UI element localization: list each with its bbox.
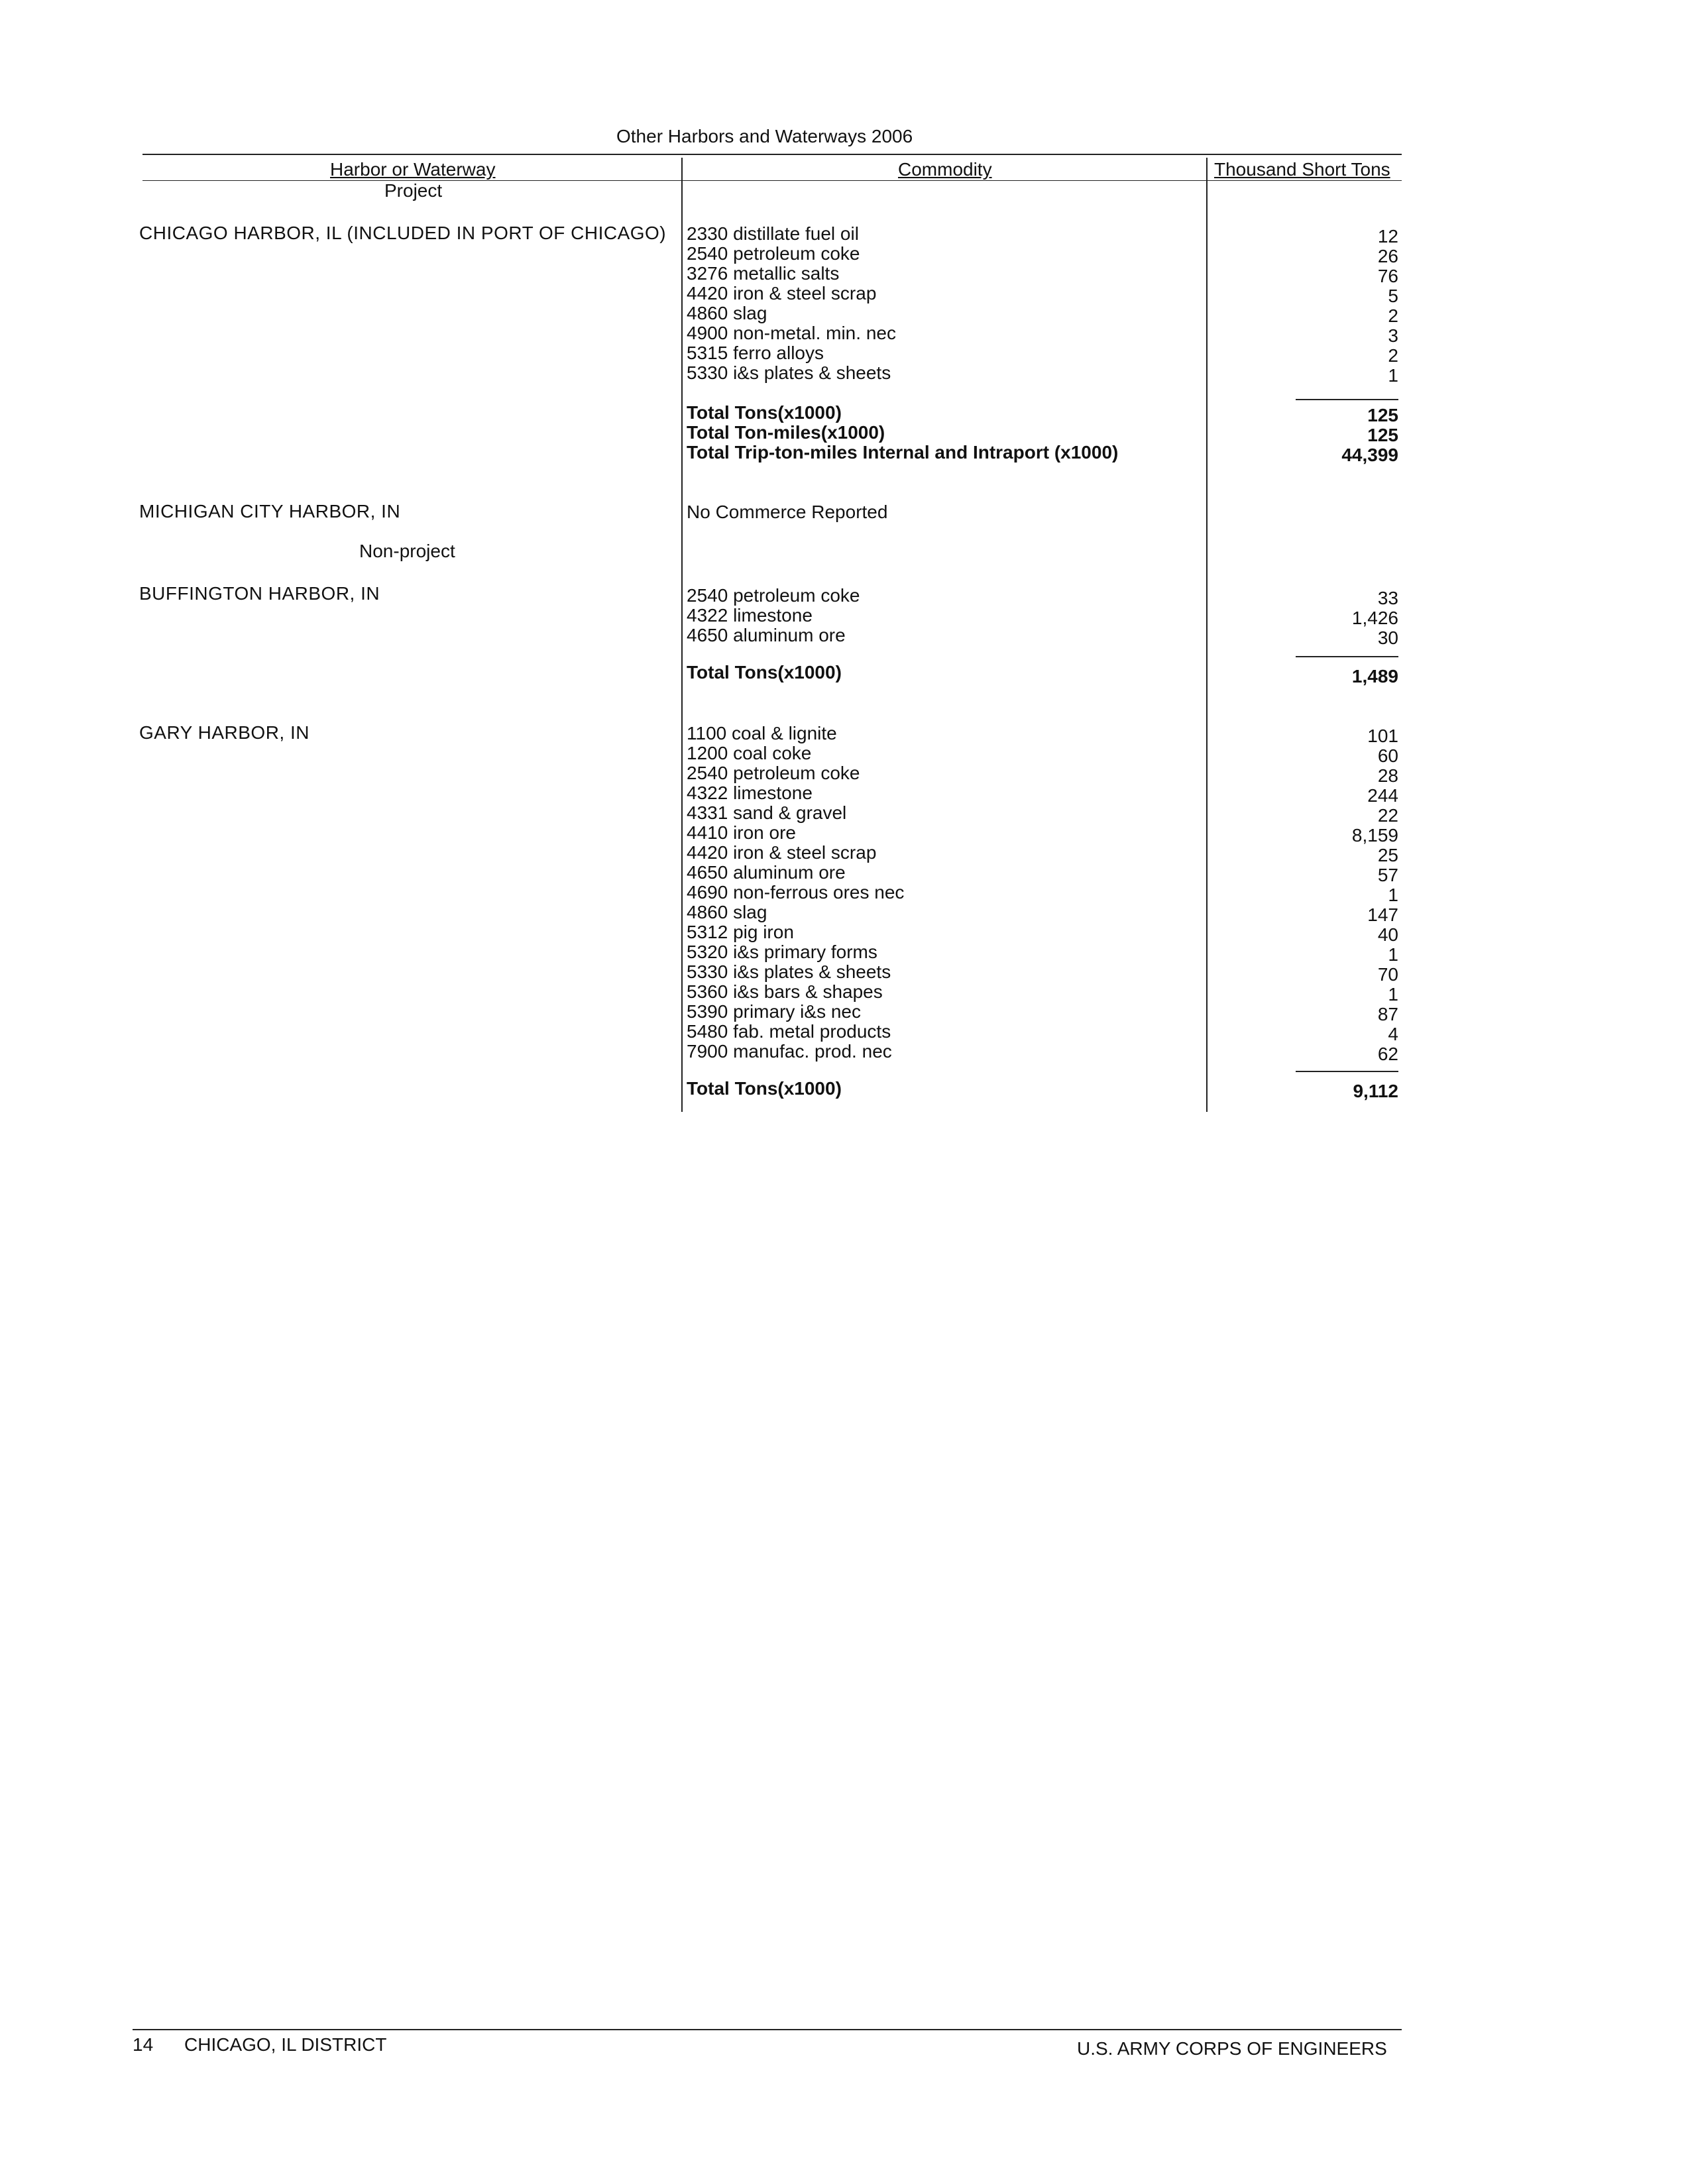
totals-values xyxy=(1259,406,1398,465)
list-value: 33 xyxy=(1377,588,1398,608)
agency-name: U.S. ARMY CORPS OF ENGINEERS xyxy=(1077,2038,1387,2059)
totals-values xyxy=(1259,667,1398,686)
list-item: 4331 sand & gravel xyxy=(687,802,847,823)
list-value: 62 xyxy=(1377,1044,1398,1064)
list-item: 5312 pig iron xyxy=(687,922,794,942)
commodity-list xyxy=(687,724,1190,1062)
list-item: 2540 petroleum coke xyxy=(687,585,860,606)
harbor-name: MICHIGAN CITY HARBOR, IN xyxy=(139,501,401,521)
list-value: 28 xyxy=(1377,765,1398,786)
list-value: 8,159 xyxy=(1351,825,1398,846)
list-value: 87 xyxy=(1377,1004,1398,1024)
list-value: 3 xyxy=(1388,325,1398,346)
header-tons: Thousand Short Tons xyxy=(1214,159,1390,180)
header-commodity: Commodity xyxy=(898,159,992,180)
list-item: 4860 slag xyxy=(687,902,767,922)
list-value: 1,426 xyxy=(1351,608,1398,628)
list-item: 4322 limestone xyxy=(687,605,813,626)
footer-rule xyxy=(133,2029,1402,2030)
total-value: 1,489 xyxy=(1351,666,1398,686)
total-label: Total Ton-miles(x1000) xyxy=(687,422,885,443)
list-item: 5330 i&s plates & sheets xyxy=(687,961,891,982)
list-value: 147 xyxy=(1367,904,1398,925)
column-divider-2 xyxy=(1206,158,1208,1112)
value-list xyxy=(1259,227,1398,386)
total-label: Total Trip-ton-miles Internal and Intraport (x1000) xyxy=(687,442,1119,463)
list-value: 57 xyxy=(1377,865,1398,885)
list-item: 7900 manufac. prod. nec xyxy=(687,1041,892,1062)
totals-list xyxy=(687,1079,1190,1099)
list-item: 1100 coal & lignite xyxy=(687,723,837,743)
totals-list xyxy=(687,663,1190,682)
list-item: 4690 non-ferrous ores nec xyxy=(687,882,905,902)
list-value: 1 xyxy=(1388,885,1398,905)
list-value: 70 xyxy=(1377,964,1398,985)
list-value: 244 xyxy=(1367,785,1398,806)
list-value: 2 xyxy=(1388,345,1398,366)
value-list xyxy=(1259,726,1398,1064)
list-item: 5390 primary i&s nec xyxy=(687,1001,862,1022)
list-value: 1 xyxy=(1388,984,1398,1005)
list-item: 2540 petroleum coke xyxy=(687,763,860,783)
column-divider-1 xyxy=(681,158,683,1112)
list-value: 1 xyxy=(1388,365,1398,386)
list-value: 101 xyxy=(1367,726,1398,746)
list-item: 5315 ferro alloys xyxy=(687,343,824,363)
list-item: 2540 petroleum coke xyxy=(687,243,860,264)
subheader-project: Project xyxy=(384,180,443,201)
list-value: 76 xyxy=(1377,266,1398,286)
list-item: 4650 aluminum ore xyxy=(687,862,846,883)
harbor-name: BUFFINGTON HARBOR, IN xyxy=(139,583,380,604)
list-value: 1 xyxy=(1388,944,1398,965)
list-value: 26 xyxy=(1377,246,1398,266)
header-harbor: Harbor or Waterway xyxy=(330,159,496,180)
list-value: 5 xyxy=(1388,286,1398,306)
list-item: 1200 coal coke xyxy=(687,743,812,763)
list-item: 3276 metallic salts xyxy=(687,263,840,284)
list-item: 4410 iron ore xyxy=(687,822,797,843)
subtotal-rule xyxy=(1296,1071,1398,1072)
table-top-rule xyxy=(142,154,1402,155)
page-title: Other Harbors and Waterways 2006 xyxy=(616,126,913,146)
list-value: 40 xyxy=(1377,924,1398,945)
list-value: 22 xyxy=(1377,805,1398,826)
list-value: 12 xyxy=(1377,226,1398,246)
list-item: 5330 i&s plates & sheets xyxy=(687,362,891,383)
subtotal-rule xyxy=(1296,656,1398,657)
list-item: 4900 non-metal. min. nec xyxy=(687,323,896,343)
value-list xyxy=(1259,588,1398,648)
page-number: 14 xyxy=(133,2034,154,2055)
totals-values xyxy=(1259,1081,1398,1101)
list-value: 30 xyxy=(1377,628,1398,648)
total-value: 9,112 xyxy=(1353,1081,1398,1101)
subheader-nonproject: Non-project xyxy=(359,541,455,561)
total-value: 44,399 xyxy=(1341,445,1398,465)
list-item: 5320 i&s primary forms xyxy=(687,942,877,962)
total-label: Total Tons(x1000) xyxy=(687,662,842,682)
list-value: 60 xyxy=(1377,745,1398,766)
table-header-rule xyxy=(142,180,1402,181)
total-label: Total Tons(x1000) xyxy=(687,402,842,423)
total-label: Total Tons(x1000) xyxy=(687,1078,842,1099)
list-item: 4650 aluminum ore xyxy=(687,625,846,645)
harbor-name: GARY HARBOR, IN xyxy=(139,722,309,743)
list-item: 2330 distillate fuel oil xyxy=(687,223,859,244)
list-item: 4322 limestone xyxy=(687,783,813,803)
list-value: 4 xyxy=(1388,1024,1398,1044)
district-name: CHICAGO, IL DISTRICT xyxy=(184,2034,387,2055)
list-item: 5360 i&s bars & shapes xyxy=(687,981,883,1002)
totals-list xyxy=(687,403,1190,463)
total-value: 125 xyxy=(1367,405,1398,425)
subtotal-rule xyxy=(1296,399,1398,400)
harbor-name: CHICAGO HARBOR, IL (INCLUDED IN PORT OF CHICAGO) xyxy=(139,223,667,243)
list-item: 4420 iron & steel scrap xyxy=(687,842,877,863)
total-value: 125 xyxy=(1367,425,1398,445)
note-text: No Commerce Reported xyxy=(687,502,888,522)
no-commerce-note xyxy=(687,502,1190,522)
list-value: 2 xyxy=(1388,305,1398,326)
commodity-list xyxy=(687,224,1190,383)
commodity-list xyxy=(687,586,1190,645)
list-value: 25 xyxy=(1377,845,1398,865)
list-item: 4420 iron & steel scrap xyxy=(687,283,877,303)
list-item: 5480 fab. metal products xyxy=(687,1021,891,1042)
list-item: 4860 slag xyxy=(687,303,767,323)
